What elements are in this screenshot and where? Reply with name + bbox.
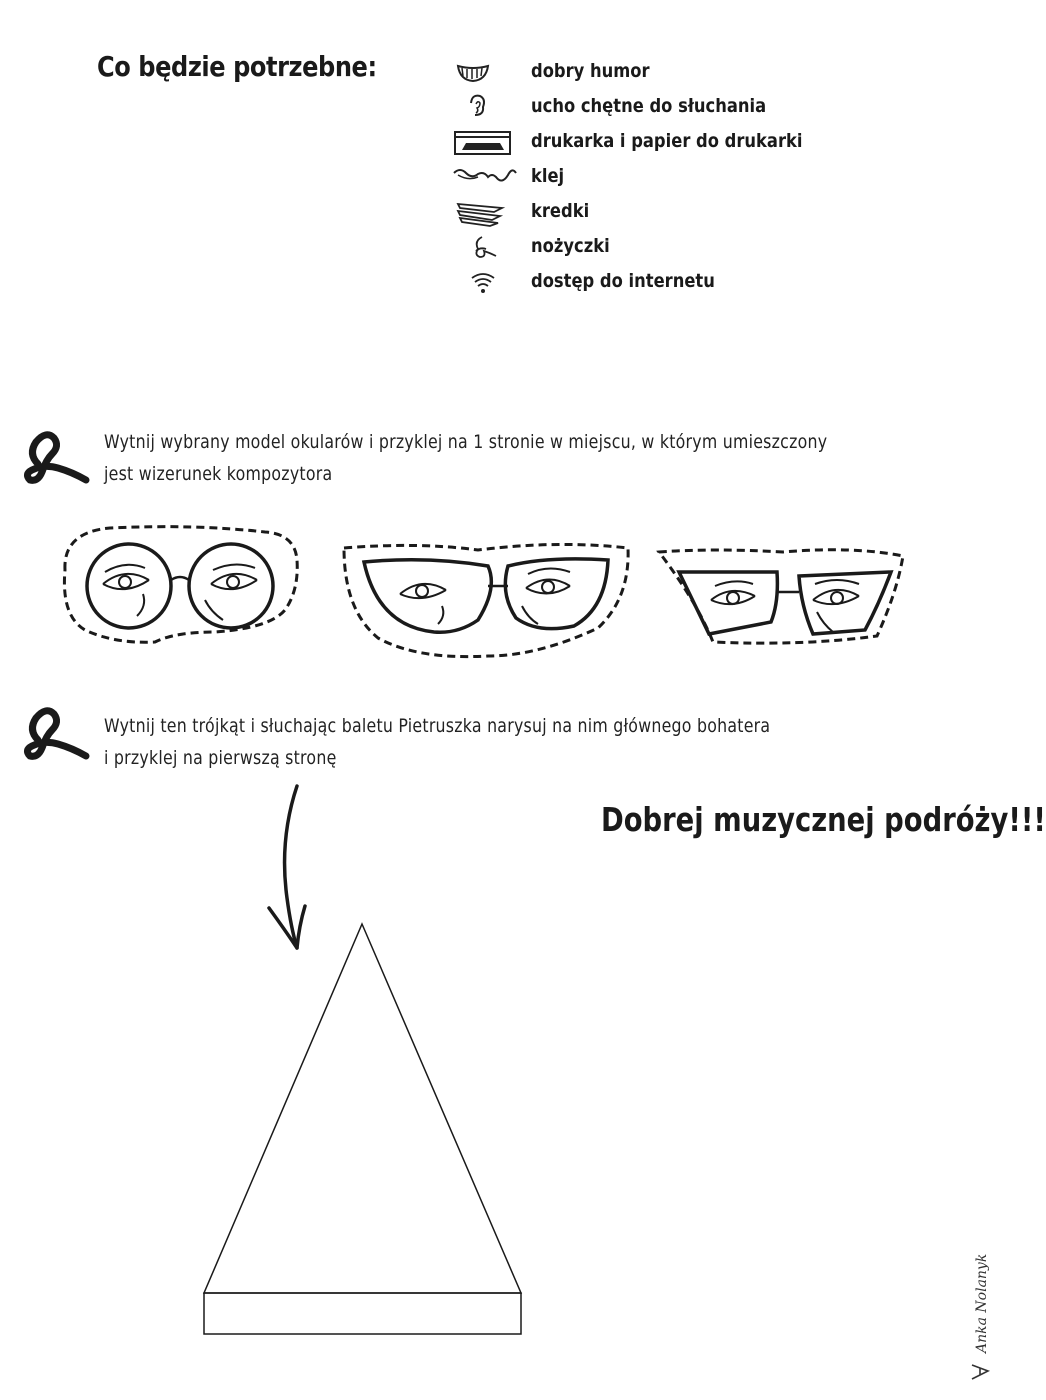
- needs-list: [450, 58, 850, 303]
- printer-icon: [450, 128, 516, 158]
- list-item: [450, 268, 850, 303]
- signature-logo: [962, 1225, 996, 1385]
- signature-text: Anka Nolanyk: [974, 1253, 990, 1353]
- instruction-line: i przyklej na pierwszą stronę: [104, 747, 337, 769]
- list-item: [450, 58, 850, 93]
- instruction-line: Wytnij ten trójkąt i słuchając baletu Pietruszka narysuj na nim głównego bohatera: [104, 715, 771, 737]
- farewell-heading: Dobrej muzycznej podróży!!!: [601, 800, 1046, 839]
- instruction-triangle: [104, 710, 770, 774]
- need-label: nożyczki: [531, 235, 610, 257]
- instruction-glasses: [104, 426, 827, 490]
- instruction-line: Wytnij wybrany model okularów i przyklej na 1 stronie w miejscu, w którym umieszczony: [104, 431, 828, 453]
- lens-right: [189, 544, 273, 628]
- glasses-round-cutout: [55, 520, 305, 650]
- triangle-base: [204, 1293, 521, 1334]
- need-label: dobry humor: [531, 60, 650, 82]
- scissors-icon: [24, 428, 88, 486]
- page-title: Co będzie potrzebne:: [97, 50, 377, 83]
- instruction-line: jest wizerunek kompozytora: [104, 463, 333, 485]
- list-item: [450, 233, 850, 268]
- need-label: ucho chętne do słuchania: [531, 95, 767, 117]
- smile-icon: [450, 58, 516, 88]
- eye-left: [400, 584, 446, 624]
- triangle-cutout: [200, 920, 526, 1340]
- list-item: [450, 163, 850, 198]
- lens-left: [364, 560, 491, 633]
- need-label: klej: [531, 165, 565, 187]
- ear-icon: [450, 93, 516, 123]
- list-item: [450, 198, 850, 233]
- need-label: drukarka i papier do drukarki: [531, 130, 803, 152]
- scissors-icon: [450, 233, 516, 263]
- list-item: [450, 93, 850, 128]
- crayons-icon: [450, 198, 516, 228]
- glasses-cateye-cutout: [338, 538, 638, 663]
- triangle-shape: [204, 924, 521, 1293]
- need-label: dostęp do internetu: [531, 270, 715, 292]
- eye-right: [205, 564, 257, 620]
- eye-left: [711, 581, 755, 604]
- eye-left: [103, 565, 149, 616]
- glasses-square-cutout: [653, 542, 909, 648]
- glue-icon: [450, 163, 516, 193]
- wifi-icon: [450, 268, 516, 298]
- cut-line: [64, 527, 297, 643]
- eye-right: [522, 568, 570, 624]
- scissors-icon: [24, 704, 88, 762]
- need-label: kredki: [531, 200, 590, 222]
- list-item: [450, 128, 850, 163]
- eye-right: [813, 580, 859, 632]
